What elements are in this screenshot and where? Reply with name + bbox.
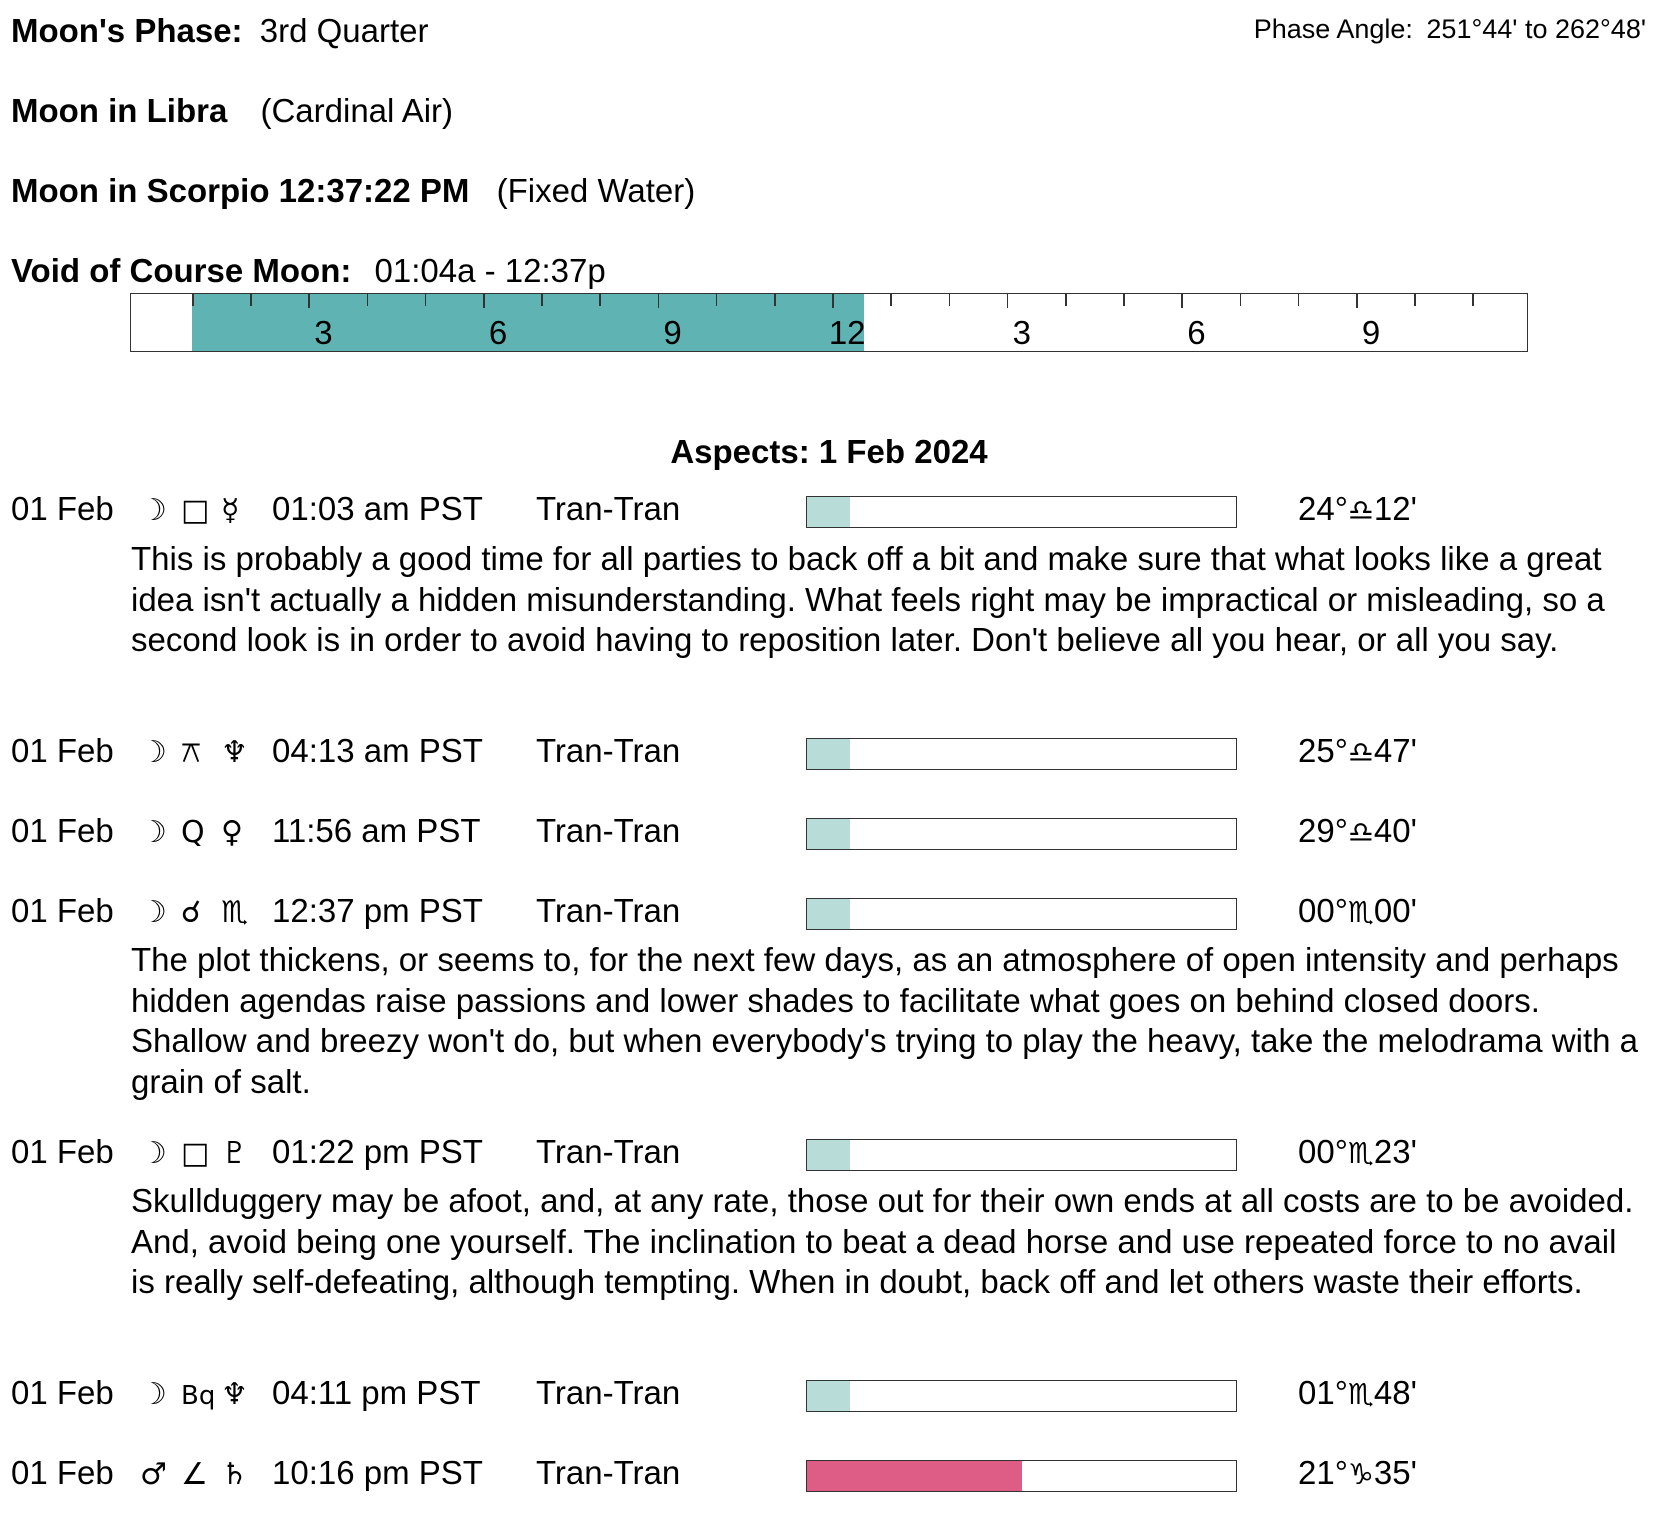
voc-tick: [1065, 294, 1067, 306]
voc-hour-label: 3: [1012, 314, 1031, 351]
aspect-date: 01 Feb: [11, 1374, 114, 1411]
aspect-glyph-icon: ☌: [181, 895, 202, 930]
aspect-date: 01 Feb: [11, 1133, 114, 1170]
voc-tick: [1123, 294, 1125, 306]
moon-sign-2-label: Moon in Scorpio 12:37:22 PM: [11, 172, 470, 209]
aspect-type: Tran-Tran: [536, 732, 681, 769]
voc-tick: [1356, 294, 1358, 308]
aspect-date: 01 Feb: [11, 1454, 114, 1491]
aspect-degree: 24°: [1298, 490, 1348, 527]
aspect-time: 01:03 am PST: [272, 490, 483, 527]
strength-meter: [806, 1460, 1237, 1492]
voc-tick: [367, 294, 369, 306]
voc-tick: [483, 294, 485, 308]
aspect-degree: 00°: [1298, 892, 1348, 929]
voc-tick: [1181, 294, 1183, 308]
voc-fill: [192, 294, 864, 351]
aspect-date: 01 Feb: [11, 732, 114, 769]
planet1-glyph-icon: ☽: [140, 735, 167, 770]
aspect-date: 01 Feb: [11, 892, 114, 929]
planet2-glyph-icon: ♀: [221, 815, 243, 850]
planet2-glyph-icon: ♄: [221, 1457, 248, 1492]
aspect-degree: 21°: [1298, 1454, 1348, 1491]
aspect-time: 11:56 am PST: [272, 812, 481, 849]
aspect-type: Tran-Tran: [536, 1454, 681, 1491]
aspect-glyph-icon: Q: [181, 815, 205, 850]
aspect-degree: 00°: [1298, 1133, 1348, 1170]
voc-hour-label: 6: [1187, 314, 1206, 351]
voc-hour-label: 9: [663, 314, 682, 351]
voc-tick: [716, 294, 718, 306]
voc-tick: [1240, 294, 1242, 306]
planet2-glyph-icon: ♆: [221, 735, 248, 770]
planet1-glyph-icon: ☽: [140, 815, 167, 850]
strength-meter: [806, 898, 1237, 930]
voc-tick: [1007, 294, 1009, 308]
voc-tick: [1472, 294, 1474, 306]
moon-phase-label: Moon's Phase:: [11, 12, 243, 49]
planet1-glyph-icon: ☽: [140, 895, 167, 930]
aspect-minutes: 48': [1373, 1374, 1417, 1411]
aspect-minutes: 12': [1373, 490, 1417, 527]
aspect-description: Skullduggery may be afoot, and, at any rate, those out for their own ends at all costs are to be avoided. And, avoid being one yourself. The inclination to beat a dead horse and use repeated force to no avail is really self-defeating, although tempting. When in doubt, back off and let others waste their efforts.: [131, 1182, 1634, 1300]
sign-glyph-icon: ♎: [1347, 493, 1374, 527]
strength-meter-fill: [807, 899, 850, 929]
aspect-minutes: 00': [1373, 892, 1417, 929]
strength-meter-fill: [807, 1140, 850, 1170]
aspect-position: [1298, 812, 1417, 850]
aspect-type: Tran-Tran: [536, 812, 681, 849]
sign-glyph-icon: ♎: [1347, 815, 1374, 849]
aspect-type: Tran-Tran: [536, 1133, 681, 1170]
strength-meter-fill: [807, 739, 850, 769]
aspect-degree: 25°: [1298, 732, 1348, 769]
aspects-title: Aspects: 1 Feb 2024: [670, 433, 988, 470]
aspect-type: Tran-Tran: [536, 490, 681, 527]
voc-line: [11, 252, 606, 290]
aspect-glyph-icon: Bq: [181, 1381, 216, 1411]
aspect-time: 04:11 pm PST: [272, 1374, 481, 1411]
moon-sign-line-1: [11, 92, 453, 130]
aspect-time: 10:16 pm PST: [272, 1454, 483, 1491]
aspect-degree: 29°: [1298, 812, 1348, 849]
voc-tick: [308, 294, 310, 308]
aspect-time: 04:13 am PST: [272, 732, 483, 769]
voc-label: Void of Course Moon:: [11, 252, 352, 289]
aspect-type: Tran-Tran: [536, 892, 681, 929]
sign-glyph-icon: ♏: [1347, 1377, 1374, 1411]
voc-hour-label: 6: [488, 314, 508, 351]
aspect-date: 01 Feb: [11, 490, 114, 527]
sign-glyph-icon: ♎: [1347, 735, 1374, 769]
moon-sign-1-element: (Cardinal Air): [260, 92, 454, 129]
sign-glyph-icon: ♏: [1347, 1136, 1374, 1170]
aspect-glyph-icon: □: [181, 1136, 210, 1171]
moon-sign-line-2: [11, 172, 695, 210]
aspect-glyph-icon: ∠: [181, 1457, 208, 1492]
planet2-glyph-icon: ♆: [221, 1377, 248, 1412]
aspect-degree: 01°: [1298, 1374, 1348, 1411]
aspect-position: [1298, 490, 1417, 528]
voc-hour-label: 12: [828, 314, 866, 351]
strength-meter: [806, 1380, 1237, 1412]
aspect-minutes: 23': [1373, 1133, 1417, 1170]
aspect-type: Tran-Tran: [536, 1374, 681, 1411]
planet1-glyph-icon: ♂: [140, 1457, 167, 1492]
strength-meter-fill: [807, 1461, 1022, 1491]
moon-phase-value: 3rd Quarter: [259, 12, 429, 49]
aspect-time: 12:37 pm PST: [272, 892, 483, 929]
voc-tick: [599, 294, 601, 306]
voc-tick: [192, 294, 194, 306]
voc-tick: [250, 294, 252, 306]
aspect-minutes: 47': [1373, 732, 1417, 769]
voc-tick: [890, 294, 892, 306]
aspect-date: 01 Feb: [11, 812, 114, 849]
sign-glyph-icon: ♑: [1347, 1457, 1374, 1491]
aspect-minutes: 40': [1373, 812, 1417, 849]
strength-meter-fill: [807, 497, 850, 527]
aspect-position: [1298, 1454, 1417, 1492]
voc-tick: [541, 294, 543, 306]
aspect-time: 01:22 pm PST: [272, 1133, 483, 1170]
aspect-glyph-icon: □: [181, 493, 210, 528]
aspect-position: [1298, 1374, 1417, 1412]
planet2-glyph-icon: ♏: [221, 895, 248, 930]
planet2-glyph-icon: ☿: [221, 493, 240, 528]
moon-sign-1-label: Moon in Libra: [11, 92, 228, 129]
aspect-position: [1298, 1133, 1417, 1171]
voc-tick: [1298, 294, 1300, 306]
strength-meter: [806, 738, 1237, 770]
aspect-description: This is probably a good time for all parties to back off a bit and make sure that what looks like a great idea isn't actually a hidden misunderstanding. What feels right may be impractical or misleading, so a second look is in order to avoid having to reposition later. Don't believe all you hear, or all you say.: [131, 540, 1605, 658]
voc-tick: [425, 294, 427, 306]
moon-phase-line: [11, 12, 428, 50]
planet1-glyph-icon: ☽: [140, 1136, 167, 1171]
planet1-glyph-icon: ☽: [140, 493, 167, 528]
moon-sign-2-element: (Fixed Water): [496, 172, 696, 209]
voc-value: 01:04a - 12:37p: [374, 252, 606, 289]
voc-tick: [832, 294, 834, 308]
voc-tick: [658, 294, 660, 308]
voc-timeline: [130, 293, 1528, 352]
planet2-glyph-icon: ♇: [221, 1136, 248, 1171]
voc-tick: [774, 294, 776, 306]
phase-angle-line: [1254, 14, 1646, 45]
voc-hour-label: 3: [314, 314, 333, 351]
strength-meter: [806, 818, 1237, 850]
strength-meter-fill: [807, 1381, 850, 1411]
strength-meter: [806, 1139, 1237, 1171]
sign-glyph-icon: ♏: [1347, 895, 1374, 929]
strength-meter: [806, 496, 1237, 528]
phase-angle-value: 251°44' to 262°48': [1426, 14, 1646, 44]
aspect-glyph-icon: ⚻: [181, 735, 201, 770]
aspect-position: [1298, 892, 1417, 930]
voc-tick: [949, 294, 951, 306]
phase-angle-label: Phase Angle:: [1253, 14, 1413, 44]
voc-hour-label: 9: [1361, 314, 1381, 351]
planet1-glyph-icon: ☽: [140, 1377, 167, 1412]
voc-tick: [1414, 294, 1416, 306]
aspect-description: The plot thickens, or seems to, for the next few days, as an atmosphere of open intensity and perhaps hidden agendas raise passions and lower shades to facilitate what goes on behind closed doors. Shallow and breezy won't do, but when everybody's trying to play the heavy, take the melodrama with a grain of salt.: [131, 941, 1638, 1100]
aspect-minutes: 35': [1373, 1454, 1417, 1491]
aspect-position: [1298, 732, 1417, 770]
strength-meter-fill: [807, 819, 850, 849]
